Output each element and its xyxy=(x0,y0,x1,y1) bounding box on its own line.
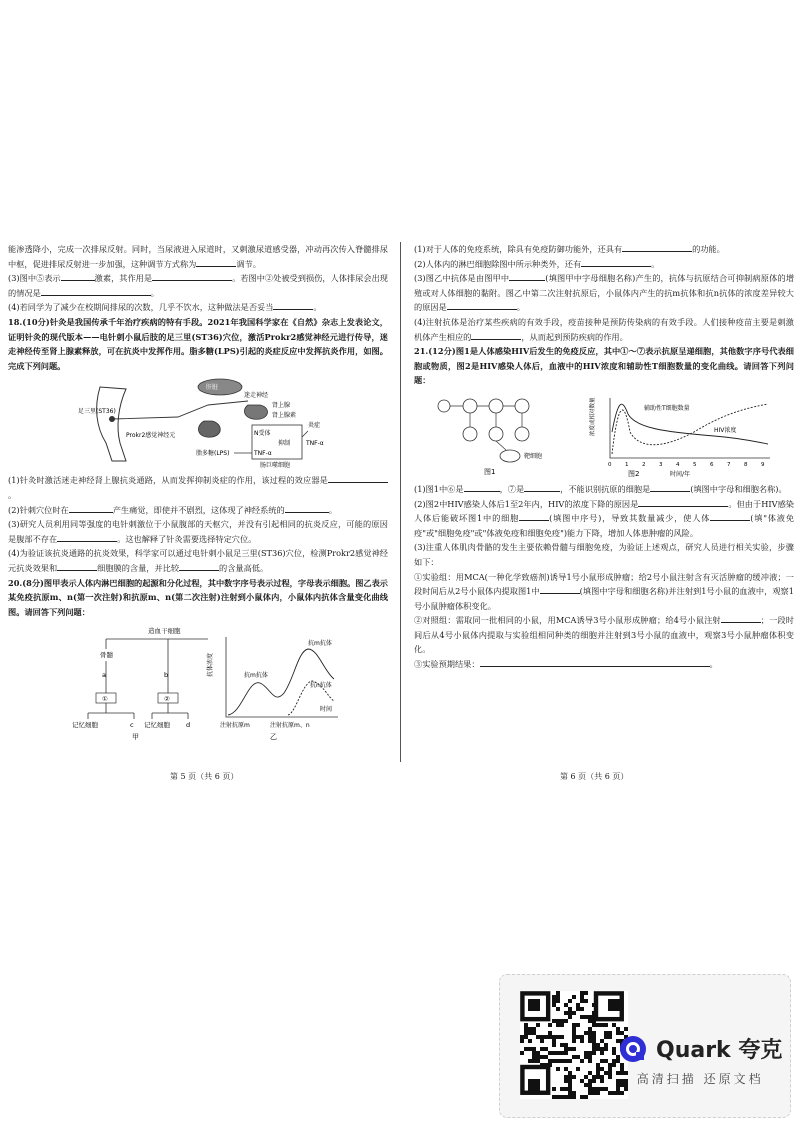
curve-t-cell xyxy=(612,404,768,444)
x-tick-label: 3 xyxy=(659,461,663,468)
q21-3b: ②对照组：需取同一批相同的小鼠，用MCA诱导3号小鼠形成肿瘤；给4号小鼠注射 xyxy=(414,615,721,626)
label-adrenal-release: 肾上腺素 xyxy=(272,412,297,420)
q18-figure xyxy=(8,377,388,469)
answer-blank xyxy=(650,482,690,492)
label-anti-m-1: 抗m抗体 xyxy=(244,672,268,680)
r3b: (填图甲中字母细胞名称)产生的，抗体与抗原结合可抑制病原体的增殖或对人体细胞的黏附。图乙中第二次注射抗原后，小鼠体内产生的抗m抗体和抗n抗体的浓度差异较大的原因是 xyxy=(414,273,794,313)
page-divider xyxy=(400,242,401,762)
label-x-axis: 时间/年 xyxy=(670,470,691,478)
label-target-cell: 靶细胞 xyxy=(524,452,543,460)
cell-5 xyxy=(463,427,477,441)
q21-2d: (填"体液免疫"或"细胞免疫"或"体液免疫和细胞免疫")能力下降，增加人体患肿瘤的风险。 xyxy=(414,513,794,538)
q18-2: (2)针刺穴位时在 xyxy=(8,504,69,515)
right-page: (1)对于人体的免疫系统，除具有免疫防御功能外，还具有 的功能。 (2)人体内的淋巴细胞除图中所示种类外，还有 。 (3)图乙中抗体是由图甲中 (填图甲中字母细胞名称)产生的，抗体与抗原结合可抑制病原体的增殖或对人体细胞的黏附。图乙中第二次注射抗原后，小鼠体内产生的抗m抗体和抗n抗体的浓度差异较大的原因是 。 (4)注射抗体是治疗某些疾病的有效手段，疫苗接种是预防传染病的有效手段。人们接种疫苗主要是刺激机体产生相应的 ，从而起到预防疾病的作用。 21.(12分)图1是人体感染HIV后发生的免疫反应，其中①～⑦表示抗原呈递细胞，其他数字序号代表细胞或物质，图2是HIV感染人体后，血液中的HIV浓度和辅助性T细胞数量的变化曲线。请回答下列问题： 靶细胞 图1 浓度或相对数量 辅助性T细胞数量 HIV浓度 0 1 2 3 4 5 6 7 8 9 时间/年 图2 (1)图1中⑥是 ，⑦是 ，不能识别抗原的细胞是 (填图中字母和细胞名称)。 (2)图2中HIV感染人体后1至2年内，HIV的浓度下降的原因是 。但由于HIV感染人体后能破坏图1中的细胞 (填图中序号)，导致其数量减少，使人体 (填"体液免疫"或"细胞免疫"或"体液免疫和细胞免疫")能力下降，增加人体患肿瘤的风险。 (3)注重人体肌肉骨骼的发生主要依赖骨髓与细胞免疫，为验证上述观点，研究人员进行相关实验，步骤如下： ①实验组：用MCA(一种化学致癌剂)诱导1号小鼠形成肿瘤；给2号小鼠注射含有灭活肿瘤的缓冲液；一段时间后从2号小鼠体内提取图1中 (填图中字母和细胞名称)并注射到1号小鼠的血液中，观察1号小鼠肿瘤体积变化。 ②对照组：需取同一批相同的小鼠，用MCA诱导3号小鼠形成肿瘤；给4号小鼠注射 ；一段时间后从4号小鼠体内提取与实验组相同种类的细胞并注射到3号小鼠的血液中，观察3号小鼠肿瘤体积变化。 ③实验预期结果： 。 xyxy=(414,244,794,670)
answer-blank xyxy=(179,561,219,571)
x-tick-label: 1 xyxy=(625,461,629,468)
label-macrophage: 肠巨噬细胞 xyxy=(260,462,291,470)
answer-blank xyxy=(61,271,95,281)
caption-jia: 甲 xyxy=(132,733,139,742)
cell-4 xyxy=(515,399,529,413)
q18-4: (4)为验证该抗炎通路的抗炎效果，科学家可以通过电针刺小鼠足三里(ST36)穴位，检测Prokr2感觉神经元抗炎效果和 xyxy=(8,548,388,573)
label-hiv: HIV浓度 xyxy=(714,426,737,434)
scanner-watermark xyxy=(499,974,791,1118)
q21-3a2: (填图中字母和细胞名称)并注射到1号小鼠的血液中，观察1号小鼠肿瘤体积变化。 xyxy=(414,586,794,611)
cell-2 xyxy=(463,399,477,413)
adrenal-shape xyxy=(244,405,267,419)
q21-2: (2)图2中HIV感染人体后1至2年内，HIV的浓度下降的原因是 xyxy=(414,498,639,509)
r1b: 的功能。 xyxy=(692,244,725,254)
label-liver: 肝脏 xyxy=(206,384,219,392)
x-tick-label: 6 xyxy=(710,461,714,468)
quark-logo-icon xyxy=(618,1034,648,1064)
x-tick-label: 0 xyxy=(608,461,612,468)
q21-head: 21.(12分)图1是人体感染HIV后发生的免疫反应，其中①～⑦表示抗原呈递细胞，其他数字序号代表细胞或物质，图2是HIV感染人体后，血液中的HIV浓度和辅助性T细胞数量的变化曲线。请回答下列问题： xyxy=(414,346,794,386)
label-c: c xyxy=(130,721,134,730)
label-memory-1: 记忆细胞 xyxy=(72,721,98,730)
brand-tagline: 高清扫描 还原文档 xyxy=(636,1072,764,1086)
r4b: ，从而起到预防疾病的作用。 xyxy=(521,331,628,342)
answer-blank xyxy=(519,511,549,521)
label-d: d xyxy=(186,721,191,730)
r3: (3)图乙中抗体是由图甲中 xyxy=(414,273,510,284)
q21-3a: ①实验组：用MCA(一种化学致癌剂)诱导1号小鼠形成肿瘤；给2号小鼠注射含有灭活肿瘤的缓冲液；一段时间后从2号小鼠体内提取图1中 xyxy=(414,571,794,597)
r2: (2)人体内的淋巴细胞除图中所示种类外，还有 xyxy=(414,258,582,269)
left-p2: (3)图中⑤表示 xyxy=(8,273,61,284)
left-page: 能渗透降小，完成一次排尿反射。同时，当尿液进入尿道时，又刺激尿道感受器，冲动再次传入脊髓排尿中枢，促进排尿反射进一步加强，这种调节方式称为 调节。 (3)图中⑤表示 激素，其作用是 。若图中②处被受到损伤，人体排尿会出现的情况是 。 (4)若同学为了减少在校期间排尿的次数，几乎不饮水，这种做法是否妥当 。 18.(10分)针灸是我国传承千年治疗疾病的特有手段。2021年我国科学家在《自然》杂志上发表论文，证明针灸的现代版本——电针刺小鼠后肢的足三里(ST36)穴位，激活Prokr2感觉神经元进行传导，迷走神经传至肾上腺素释放，可在抗炎中发挥作用。脂多糖(LPS)引起的炎症反应中发挥抗炎作用，如图。完成下列问题。 足三里(ST36) Prokr2感觉神经元 肝脏 迷走神经 肾上腺 肾上腺素 N受体 抑制 TNF-α TNF-α 炎症 脂多糖(LPS) 肠巨噬细胞 (1)针灸时激活迷走神经肾上腺抗炎通路，从而发挥抑制炎症的作用，该过程的效应器是。 (2)针刺穴位时在 产生痛觉，即使并不剧烈，这体现了神经系统的 。 (3)研究人员利用同等强度的电针刺激位于小鼠腹部的天枢穴，并没有引起相同的抗炎反应，可能的原因是腹部不存在 。这也解释了针灸需要选择特定穴位。 (4)为验证该抗炎通路的抗炎效果，科学家可以通过电针刺小鼠足三里(ST36)穴位，检测Prokr2感觉神经元抗炎效果和 细胞膜的含量，并比较 的含量高低。 20.(8分)图甲表示人体内淋巴细胞的起源和分化过程，其中数字序号表示过程，字母表示细胞。图乙表示某免疫抗原m、n(第一次注射)和抗原m、n(第二次注射)注射到小鼠体内，小鼠体内抗体含量变化曲线图。请回答下列问题： 造血干细胞 骨髓 a b ① ② 记忆细胞 c 记忆细胞 d 甲 抗体浓度 抗m抗体 抗m抗体 抗n抗体 时间 注射抗原m 注射抗原m、n 乙 xyxy=(8,244,388,742)
caption-fig2: 图2 xyxy=(628,469,640,478)
answer-blank xyxy=(41,286,151,296)
label-inj1: 注射抗原m xyxy=(220,722,250,730)
answer-blank xyxy=(540,584,580,594)
cell-7 xyxy=(515,427,529,441)
left-p3: (4)若同学为了减少在校期间排尿的次数，几乎不饮水，这种做法是否妥当 xyxy=(8,302,274,313)
leg-outline xyxy=(97,387,126,461)
label-antibody-conc: 抗体浓度 xyxy=(207,653,214,678)
x-tick-label: 5 xyxy=(693,461,697,468)
tree-lines xyxy=(106,639,208,693)
r1: (1)对于人体的免疫系统，除具有免疫防御功能外，还具有 xyxy=(414,244,623,254)
target-cell xyxy=(500,450,520,462)
branch-lines xyxy=(88,703,188,719)
q21-3: (3)注重人体肌肉骨骼的发生主要依赖骨髓与细胞免疫，为验证上述观点，研究人员进行相关实验，步骤如下： xyxy=(414,542,794,567)
q18-4c: 的含量高低。 xyxy=(219,562,269,573)
cell-1 xyxy=(438,400,450,412)
answer-blank xyxy=(509,271,545,281)
answer-blank xyxy=(447,300,517,310)
r2b: 。 xyxy=(651,258,660,269)
answer-blank xyxy=(69,503,113,513)
answer-blank xyxy=(464,482,500,492)
q21-3c: ③实验预期结果： xyxy=(414,659,480,670)
answer-blank xyxy=(480,657,710,667)
label-lps: 脂多糖(LPS) xyxy=(196,450,230,458)
q21-3b2: ；一段时间后从4号小鼠体内提取与实验组相同种类的细胞并注射到3号小鼠的血液中，观察3号小鼠肿瘤体积变化。 xyxy=(414,615,794,655)
q18-3: (3)研究人员利用同等强度的电针刺激位于小鼠腹部的天枢穴，并没有引起相同的抗炎反应，可能的原因是腹部不存在 xyxy=(8,519,388,544)
brand-name: Quark 夸克 xyxy=(656,1038,783,1063)
label-bone-marrow: 骨髓 xyxy=(100,651,113,660)
arrow-inflam xyxy=(302,431,308,437)
label-b: b xyxy=(164,671,169,680)
spinal-cord-shape xyxy=(198,421,220,437)
q21-1: (1)图1中⑥是 xyxy=(414,483,464,494)
fig2-ticks xyxy=(608,462,765,468)
label-stem-cell: 造血干细胞 xyxy=(148,627,181,636)
label-tnf-inner: TNF-α xyxy=(254,450,272,458)
q18-head2: 脂多糖(LPS)引起的炎症反应中发挥抗炎作用，如图。完成下列问题。 xyxy=(8,346,388,371)
x-tick-label: 7 xyxy=(727,461,731,468)
brand-block xyxy=(618,1033,782,1087)
qr-code-icon xyxy=(520,991,628,1099)
axes-fig2 xyxy=(610,398,770,458)
x-tick-label: 8 xyxy=(744,461,748,468)
label-n1: ① xyxy=(102,695,108,704)
label-inj2: 注射抗原m、n xyxy=(270,722,310,730)
q21-1c: ，不能识别抗原的细胞是 xyxy=(560,483,651,494)
left-p2c: 。若图中②处被受到损伤，人体排尿会出现的情况是 xyxy=(8,273,388,298)
answer-blank xyxy=(328,473,388,483)
label-tnf-outer: TNF-α xyxy=(306,440,324,448)
answer-blank xyxy=(638,497,728,507)
q21-2b: 但由于HIV感染人体后能破坏图1中的细胞 xyxy=(414,498,794,524)
q18-1: (1)针灸时激活迷走神经肾上腺抗炎通路，从而发挥抑制炎症的作用，该过程的效应器是 xyxy=(8,475,328,486)
left-p2b: 激素，其作用是 xyxy=(94,273,153,284)
cell-6 xyxy=(489,427,503,441)
curve-hiv xyxy=(612,404,768,454)
answer-blank xyxy=(285,503,329,513)
label-inflammation: 炎症 xyxy=(308,422,321,430)
lymphocyte-diagram xyxy=(8,623,388,741)
answer-blank xyxy=(273,300,313,310)
q21-2c: (填图中序号)，导致其数量减少，使人体 xyxy=(549,513,711,524)
label-anti-m-2: 抗m抗体 xyxy=(308,640,332,648)
x-tick-label: 9 xyxy=(761,461,765,468)
page-footer-right: 第 6 页（共 6 页） xyxy=(560,772,629,781)
q21-1d: (填图中字母和细胞名称)。 xyxy=(690,483,787,494)
q20-figure xyxy=(8,623,388,741)
q21-figure xyxy=(414,392,794,478)
answer-blank xyxy=(622,242,692,252)
answer-blank xyxy=(721,613,761,623)
answer-blank xyxy=(581,257,651,267)
r4: (4)注射抗体是治疗某些疾病的有效手段，疫苗接种是预防传染病的有效手段。人们接种疫苗主要是刺激机体产生相应的 xyxy=(414,316,794,342)
label-memory-2: 记忆细胞 xyxy=(144,721,170,730)
label-n-receptor: N受体 xyxy=(254,430,271,438)
neural-pathway-diagram xyxy=(8,377,388,469)
label-anti-n: 抗n抗体 xyxy=(310,682,332,690)
answer-blank xyxy=(471,330,521,340)
label-time-yi: 时间 xyxy=(320,706,333,714)
page-footer-left: 第 5 页（共 6 页） xyxy=(170,772,239,781)
caption-fig1: 图1 xyxy=(484,467,496,476)
hiv-diagram xyxy=(414,392,794,478)
fig1-arrows xyxy=(450,406,522,450)
q20-head: 20.(8分)图甲表示人体内淋巴细胞的起源和分化过程，其中数字序号表示过程，字母表示细胞。图乙表示某免疫抗原m、n(第一次注射)和抗原m、n(第二次注射)注射到小鼠体内，小鼠体内抗体含量变化曲线图。请回答下列问题： xyxy=(8,577,388,617)
answer-blank xyxy=(710,511,750,521)
liver-shape xyxy=(198,379,242,395)
label-n2: ② xyxy=(164,695,170,704)
left-p1: 能渗透降小，完成一次排尿反射。同时，当尿液进入尿道时，又刺激尿道感受器，冲动再次传入脊髓排尿中枢，促进排尿反射进一步加强，这种调节方式称为 xyxy=(8,244,388,269)
x-tick-label: 2 xyxy=(642,461,646,468)
answer-blank xyxy=(524,482,560,492)
nerve-line xyxy=(112,401,248,419)
label-adrenal: 肾上腺 xyxy=(272,402,291,410)
label-vagus: 迷走神经 xyxy=(244,392,269,400)
q18-4b: 细胞膜的含量，并比较 xyxy=(97,562,180,573)
answer-blank xyxy=(152,271,232,281)
label-t-cell: 辅助性T细胞数量 xyxy=(644,404,690,412)
q18-2b: 产生痛觉，即使并不剧烈，这体现了神经系统的 xyxy=(112,504,285,515)
label-st36: 足三里(ST36) xyxy=(78,408,116,416)
caption-yi: 乙 xyxy=(270,733,277,742)
cell-3 xyxy=(489,399,503,413)
label-inhibit: 抑制 xyxy=(278,440,291,448)
answer-blank xyxy=(196,257,236,267)
left-p1b: 调节。 xyxy=(236,258,261,269)
answer-blank xyxy=(57,532,117,542)
label-a: a xyxy=(102,671,106,680)
answer-blank xyxy=(57,561,97,571)
label-fig2-y: 浓度或相对数量 xyxy=(590,397,596,436)
q18-head: 18.(10分)针灸是我国传承千年治疗疾病的特有手段。2021年我国科学家在《自然》杂志上发表论文，证明针灸的现代版本——电针刺小鼠后肢的足三里(ST36)穴位，激活Prokr2感觉神经元进行传导，迷走神经传至肾上腺素释放，可在抗炎中发挥作用。 xyxy=(8,316,388,357)
q18-3b: 。这也解释了针灸需要选择特定穴位。 xyxy=(117,533,257,544)
q21-1b: ，⑦是 xyxy=(499,483,525,494)
label-prokr2: Prokr2感觉神经元 xyxy=(126,432,176,440)
x-tick-label: 4 xyxy=(676,461,680,468)
axes-yi xyxy=(226,637,338,717)
